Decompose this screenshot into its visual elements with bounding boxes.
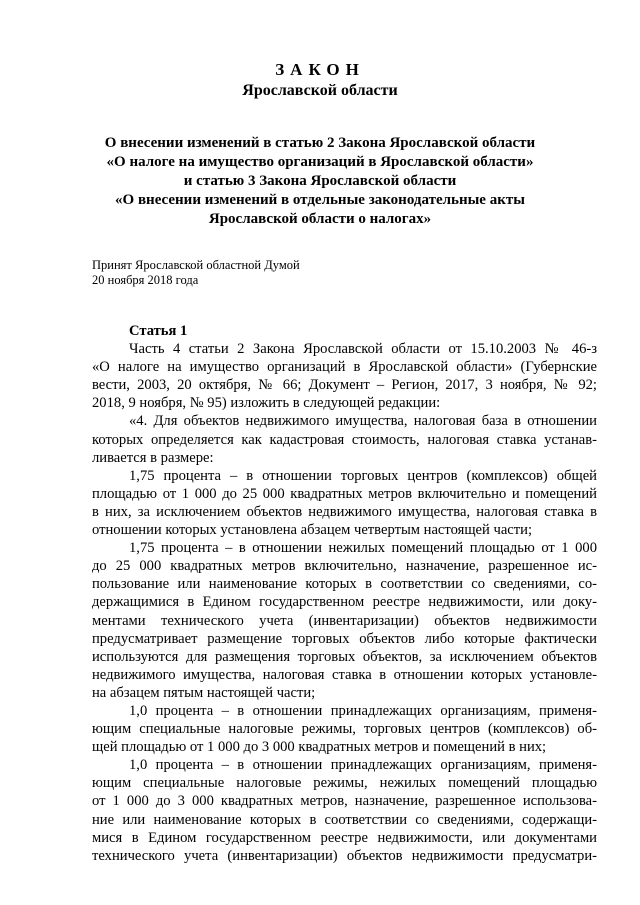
law-title: ЗАКОН xyxy=(275,60,365,79)
text-line: вести, 2003, 20 октября, № 66; Документ – Регион, 2017, 3 ноября, № 92; xyxy=(92,377,597,394)
text-line: на абзацем пятым настоящей части; xyxy=(92,684,316,701)
text-line: «4. Для объектов недвижимого имущества, налоговая база в отношении xyxy=(129,413,597,430)
text-line: ющим специальные налоговые режимы, нежилых помещений площадью xyxy=(92,775,597,792)
text-line: ние или наименование которых в соответствии со сведениями, содержащи- xyxy=(92,811,597,828)
text-line: ливается в размере: xyxy=(92,449,214,466)
heading-line: «О налоге на имущество организаций в Ярославской области» xyxy=(106,154,534,170)
text-line: недвижимого имущества, налоговая ставка в отношении которых установле- xyxy=(92,666,597,683)
text-line: технического учета (инвентаризации) объектов недвижимости предусматри- xyxy=(92,847,597,864)
text-line: до 25 000 квадратных метров включительно, назначение, разрешенное ис- xyxy=(92,558,597,575)
text-line: от 1 000 до 3 000 квадратных метров, назначение, разрешенное использова- xyxy=(92,793,597,810)
text-line: 1,0 процента – в отношении принадлежащих организациям, применя- xyxy=(129,757,597,774)
text-line: площадью от 1 000 до 25 000 квадратных метров включительно и помещений xyxy=(92,485,597,502)
text-line: пользование или наименование которых в соответствии со сведениями, со- xyxy=(92,576,597,593)
article-lines xyxy=(92,340,597,865)
text-line: держащимися в Едином государственном реестре недвижимости, или доку- xyxy=(92,594,597,611)
text-line: 1,0 процента – в отношении принадлежащих организациям, применя- xyxy=(129,702,597,719)
heading-line: «О внесении изменений в отдельные законодательные акты xyxy=(115,192,525,208)
text-line: 2018, 9 ноября, № 95) изложить в следующей редакции: xyxy=(92,395,441,412)
adopted-by: Принят Ярославской областной Думой xyxy=(92,258,300,272)
text-line: 1,75 процента – в отношении нежилых помещений площадью от 1 000 xyxy=(129,540,597,557)
text-line: мися в Едином государственном реестре недвижимости, или документами xyxy=(92,829,597,846)
text-line: которых определяется как кадастровая стоимость, налоговая ставка устанав- xyxy=(92,431,597,448)
text-line: в них, за исключением объектов недвижимого имущества, налоговая ставка в xyxy=(92,503,597,520)
text-line: ментами технического учета (инвентаризации) объектов недвижимости xyxy=(92,612,597,629)
heading-line: и статью 3 Закона Ярославской области xyxy=(183,173,457,189)
text-line: 1,75 процента – в отношении торговых центров (комплексов) общей xyxy=(129,467,597,484)
text-line: «О налоге на имущество организаций в Ярославской области» (Губернские xyxy=(92,359,597,376)
text-line: используются для размещения торговых объектов, за исключением объектов xyxy=(92,648,597,665)
article-title: Статья 1 xyxy=(129,323,188,339)
law-region: Ярославской области xyxy=(242,82,398,99)
text-line: предусматривает размещение торговых объектов либо которые фактически xyxy=(92,630,597,647)
heading-line: О внесении изменений в статью 2 Закона Ярославской области xyxy=(104,135,536,151)
heading-line: Ярославской области о налогах» xyxy=(208,211,432,227)
text-line: отношении которых установлена абзацем четвертым настоящей части; xyxy=(92,522,533,539)
adopted-date: 20 ноября 2018 года xyxy=(92,273,199,287)
text-line: Часть 4 статьи 2 Закона Ярославской области от 15.10.2003 № 46-з xyxy=(129,341,597,358)
law-heading xyxy=(90,134,550,229)
article-body xyxy=(92,322,597,865)
text-line: ющим специальные налоговые режимы, торговых центров (комплексов) об- xyxy=(92,721,597,738)
adoption-info xyxy=(92,258,300,288)
text-line: щей площадью от 1 000 до 3 000 квадратных метров и помещений в них; xyxy=(92,739,547,756)
